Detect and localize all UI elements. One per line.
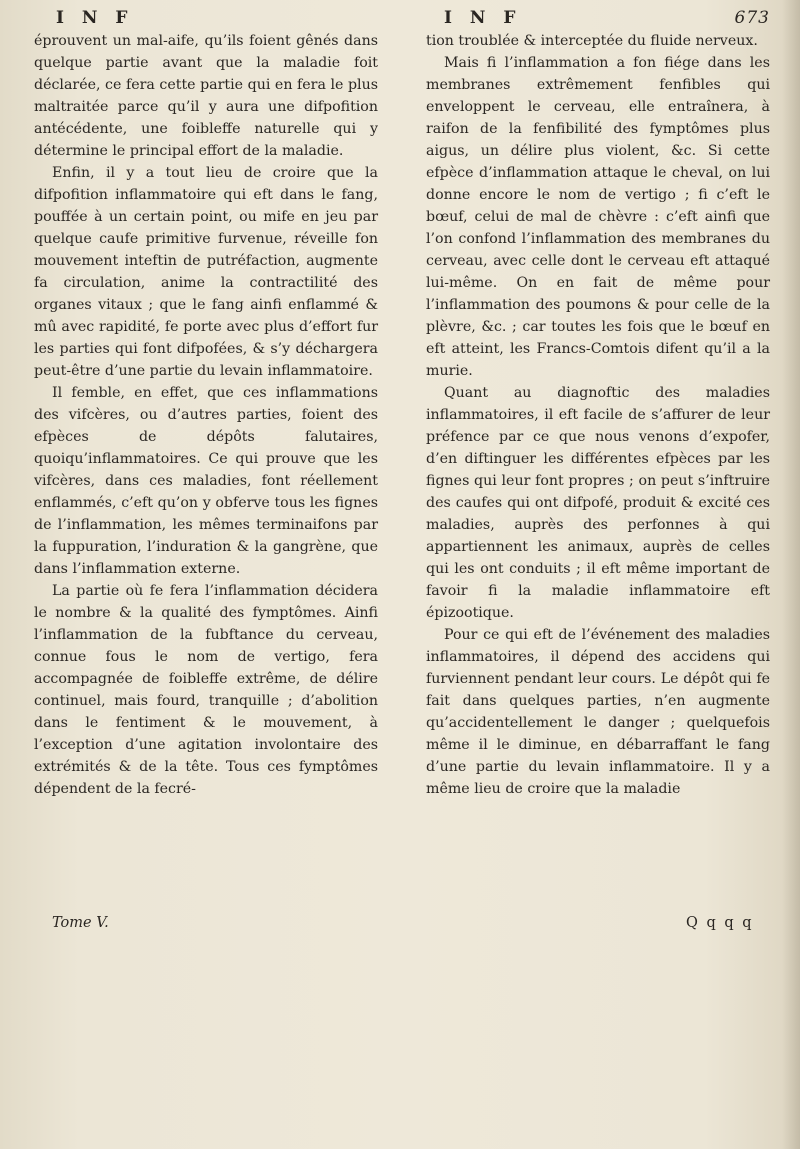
left-column	[34, 30, 378, 800]
right-column	[426, 30, 770, 800]
left-paragraph-2: Enfin, il y a tout lieu de croire que la difpofition inflammatoire qui eft dans le fang, pouffée à un certain point, ou mife en jeu par quelque caufe primitive furvenue, réveille fon mouvement inteftin de putréfaction, augmente fa circulation, anime la contractilité des organes vitaux ; que le fang ainfi enflammé & mû avec rapidité, fe porte avec plus d’effort fur les parties qui font difpofées, & s’y déchargera peut-être d’une partie du levain inflammatoire.	[34, 165, 378, 379]
left-paragraph-3: Il femble, en effet, que ces inflammations des vifcères, ou d’autres parties, foient des efpèces de dépôts falutaires, quoiqu’inflammatoires. Ce qui prouve que les vifcères, dans ces maladies, font réellement enflammés, c’eft qu’on y obferve tous les fignes de l’inflammation, les mêmes terminaifons par la fuppuration, l’induration & la gangrène, que dans l’inflammation externe.	[34, 385, 378, 577]
footer-volume: Tome V.	[52, 915, 109, 931]
right-paragraph-1: tion troublée & interceptée du fluide nerveux.	[426, 33, 758, 49]
left-paragraph-4: La partie où fe fera l’inflammation décidera le nombre & la qualité des fymptômes. Ainfi l’inflammation de la fubftance du cerveau, connue fous le nom de vertigo, fera accompagnée de foibleffe extrême, de délire continuel, mais fourd, tranquille ; d’abolition dans le fentiment & le mouvement, à l’exception d’une agitation involontaire des extrémités & de la tête. Tous ces fymptômes dépendent de la fecré-	[34, 583, 378, 797]
right-paragraph-2: Mais fi l’inflammation a fon fiége dans les membranes extrêmement fenfibles qui enveloppent le cerveau, elle entraînera, à raifon de la fenfibilité des fymptômes plus aigus, un délire plus violent, &c. Si cette efpèce d’inflammation attaque le cheval, on lui donne encore le nom de vertigo ; fi c’eft le bœuf, celui de mal de chèvre : c’eft ainfi que l’on confond l’inflammation des membranes du cerveau, avec celle dont le cerveau eft attaqué lui-même. On en fait de même pour l’inflammation des poumons & pour celle de la plèvre, &c. ; car toutes les fois que le bœuf en eft atteint, les Francs-Comtois difent qu’il a la murie.	[426, 55, 770, 379]
page-number: 673	[734, 8, 770, 28]
running-head-left	[56, 8, 426, 30]
footer-signature: Q q q q	[686, 915, 754, 931]
running-head-right-title: I N F	[444, 8, 522, 28]
running-head-left-title: I N F	[56, 8, 134, 28]
page-spine-shadow	[782, 0, 800, 1149]
right-paragraph-3: Quant au diagnoftic des maladies inflammatoires, il eft facile de s’affurer de leur préfence par ce que nous venons d’expofer, d’en diftinguer les différentes efpèces par les fignes qui leur font propres ; on peut s’inftruire des caufes qui ont difpofé, produit & excité ces maladies, auprès des perfonnes à qui appartiennent les animaux, auprès de celles qui les ont conduits ; il eft même important de favoir fi la maladie inflammatoire eft épizootique.	[426, 385, 770, 621]
running-head-right	[440, 8, 770, 30]
right-paragraph-4: Pour ce qui eft de l’événement des maladies inflammatoires, il dépend des accidens qui furviennent pendant leur cours. Le dépôt qui fe fait dans quelques parties, n’en augmente qu’accidentellement le danger ; quelquefois même il le diminue, en débarraffant le fang d’une partie du levain inflammatoire. Il y a même lieu de croire que la maladie	[426, 627, 770, 797]
left-paragraph-1: éprouvent un mal-aife, qu’ils foient gênés dans quelque partie avant que la maladie foit déclarée, ce fera cette partie qui en fera le plus maltraitée parce qu’il y aura une difpofition antécédente, une foibleffe naturelle qui y détermine le principal effort de la maladie.	[34, 33, 378, 159]
